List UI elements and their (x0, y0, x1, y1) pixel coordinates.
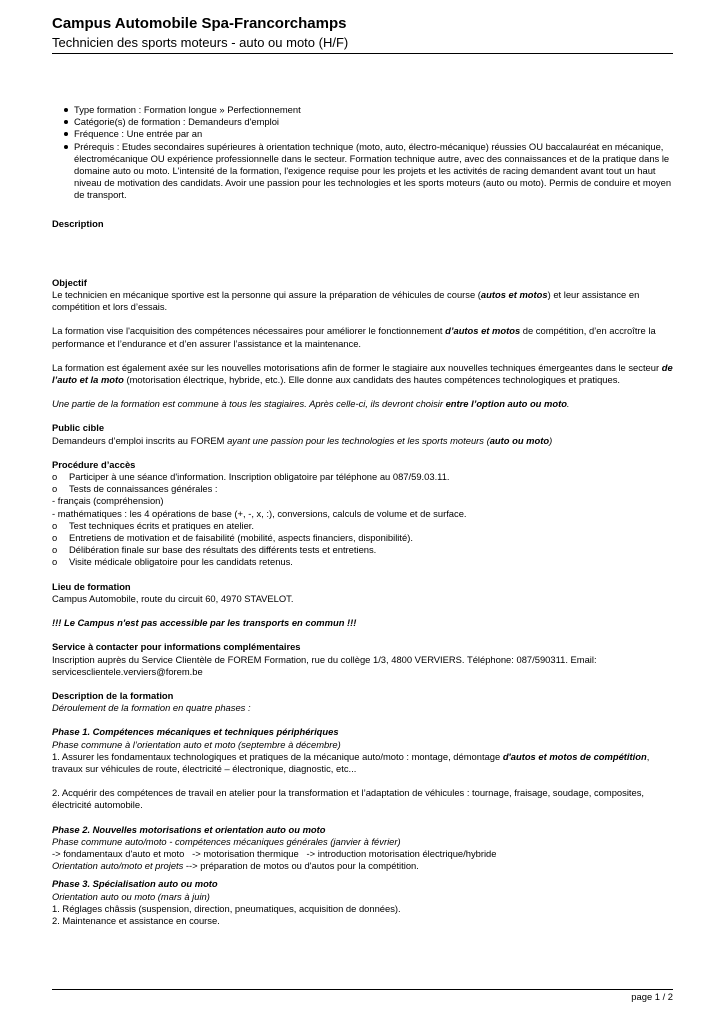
phase-2-subtitle: Phase commune auto/moto - compétences mécaniques générales (janvier à février) (52, 835, 401, 847)
meta-item-category: Catégorie(s) de formation : Demandeurs d'emploi (62, 116, 673, 128)
objectif-paragraph-2: La formation vise l'acquisition des compétences nécessaires pour améliorer le fonctionnement d’autos et motos de compétition, d’en accroître la performance et l’endurance et d’en assurer l’assistance et la maintenance. (52, 325, 656, 349)
section-heading-service: Service à contacter pour informations complémentaires (52, 641, 301, 653)
meta-item-frequency: Fréquence : Une entrée par an (62, 128, 673, 140)
phase-1-subtitle: Phase commune à l’orientation auto et moto (septembre à décembre) (52, 738, 341, 750)
phase-3-line-2: 2. Maintenance et assistance en course. (52, 914, 220, 926)
phase-3-title: Phase 3. Spécialisation auto ou moto (52, 878, 218, 890)
phase-3-line-1: 1. Réglages châssis (suspension, direction, pneumatiques, acquisition de données). (52, 902, 401, 914)
procedure-item: o Tests de connaissances générales : (52, 483, 673, 495)
lieu-address: Campus Automobile, route du circuit 60, 4970 STAVELOT. (52, 592, 294, 604)
document-content (52, 104, 673, 927)
procedure-item: o Entretiens de motivation et de faisabilité (mobilité, aspects financiers, disponibilité). (52, 532, 673, 544)
procedure-item: o Test techniques écrits et pratiques en atelier. (52, 520, 673, 532)
procedure-subitem: - français (compréhension) (52, 495, 164, 507)
document-subtitle: Technicien des sports moteurs - auto ou moto (H/F) (52, 35, 349, 50)
phase-1-title: Phase 1. Compétences mécaniques et techniques périphériques (52, 726, 339, 738)
procedure-item: o Délibération finale sur base des résultats des différents tests et entretiens. (52, 544, 673, 556)
objectif-paragraph-1: Le technicien en mécanique sportive est la personne qui assure la préparation de véhicules de course (autos et motos) et leur assistance en compétition et lors d’essais. (52, 289, 640, 313)
page-number: page 1 / 2 (631, 991, 673, 1002)
service-contact-text: Inscription auprès du Service Clientèle de FOREM Formation, rue du collège 1/3, 4800 VERVIERS. Téléphone: 087/590311. Email: servicesclientele.verviers@forem.be (52, 653, 597, 677)
document-page (52, 0, 673, 1024)
objectif-paragraph-4: Une partie de la formation est commune à tous les stagiaires. Après celle-ci, ils devront choisir entre l’option auto ou moto. (52, 398, 570, 410)
phase-2-title: Phase 2. Nouvelles motorisations et orientation auto ou moto (52, 823, 326, 835)
phase-2-line-1: -> fondamentaux d'auto et moto -> motorisation thermique -> introduction motorisation électrique/hybride (52, 847, 497, 859)
meta-list (52, 104, 673, 202)
phase-1-point-1: 1. Assurer les fondamentaux technologiques et pratiques de la mécanique auto/moto : montage, démontage d'autos et motos de compétition, travaux sur véhicules de route, électricité – électronique, diagnostic, etc... (52, 750, 650, 774)
section-heading-public-cible: Public cible (52, 422, 105, 434)
procedure-item: o Participer à une séance d'information. Inscription obligatoire par téléphone au 087/59.03.11. (52, 471, 673, 483)
phase-2-line-2: Orientation auto/moto et projets --> préparation de motos ou d'autos pour la compétition. (52, 860, 419, 872)
meta-item-type: Type formation : Formation longue » Perfectionnement (62, 104, 673, 116)
objectif-paragraph-3: La formation est également axée sur les nouvelles motorisations afin de former le stagiaire aux nouvelles techniques émergeantes dans le secteur de l’auto et la moto (motorisation électrique, hybride, etc.). Elle donne aux candidats des hautes compétences technologiques et pratiques. (52, 361, 673, 386)
footer-divider (52, 989, 673, 990)
document-title: Campus Automobile Spa-Francorchamps (52, 15, 347, 32)
section-heading-objectif: Objectif (52, 276, 87, 288)
section-heading-lieu: Lieu de formation (52, 580, 131, 592)
section-heading-procedure: Procédure d’accès (52, 458, 136, 470)
section-heading-description: Description (52, 217, 104, 229)
procedure-item: o Visite médicale obligatoire pour les candidats retenus. (52, 556, 673, 568)
procedure-subitem: - mathématiques : les 4 opérations de base (+, -, x, :), conversions, calculs de volume et de surface. (52, 507, 467, 519)
deroulement-intro: Déroulement de la formation en quatre phases : (52, 702, 251, 714)
meta-item-prerequisites: Prérequis : Etudes secondaires supérieures à orientation technique (moto, auto, électro-mécanique) réussies OU baccalauréat en mécanique, électromécanique OU expérience professionnelle dans le secteur. Formation technique autre, avec des connaissances et de la pratique dans le domaine auto ou moto. L'intensité de la formation, l'exigence requise pour les projets et les activités de racing demandent avant tout un haut niveau de motivation des candidats. Avoir une passion pour les technologies et les sports moteurs (auto ou moto). Permis de conduire et moyen de transport. (62, 141, 673, 202)
transport-warning: !!! Le Campus n'est pas accessible par les transports en commun !!! (52, 617, 357, 629)
public-cible-text: Demandeurs d’emploi inscrits au FOREM ayant une passion pour les technologies et les sports moteurs (auto ou moto) (52, 434, 553, 446)
section-heading-deroulement: Description de la formation (52, 689, 174, 701)
phase-3-subtitle: Orientation auto ou moto (mars à juin) (52, 890, 210, 902)
phase-1-point-2: 2. Acquérir des compétences de travail en atelier pour la transformation et l’adaptation de véhicules : tournage, fraisage, soudage, composites, électricité automobile. (52, 787, 645, 811)
header-divider (52, 53, 673, 54)
